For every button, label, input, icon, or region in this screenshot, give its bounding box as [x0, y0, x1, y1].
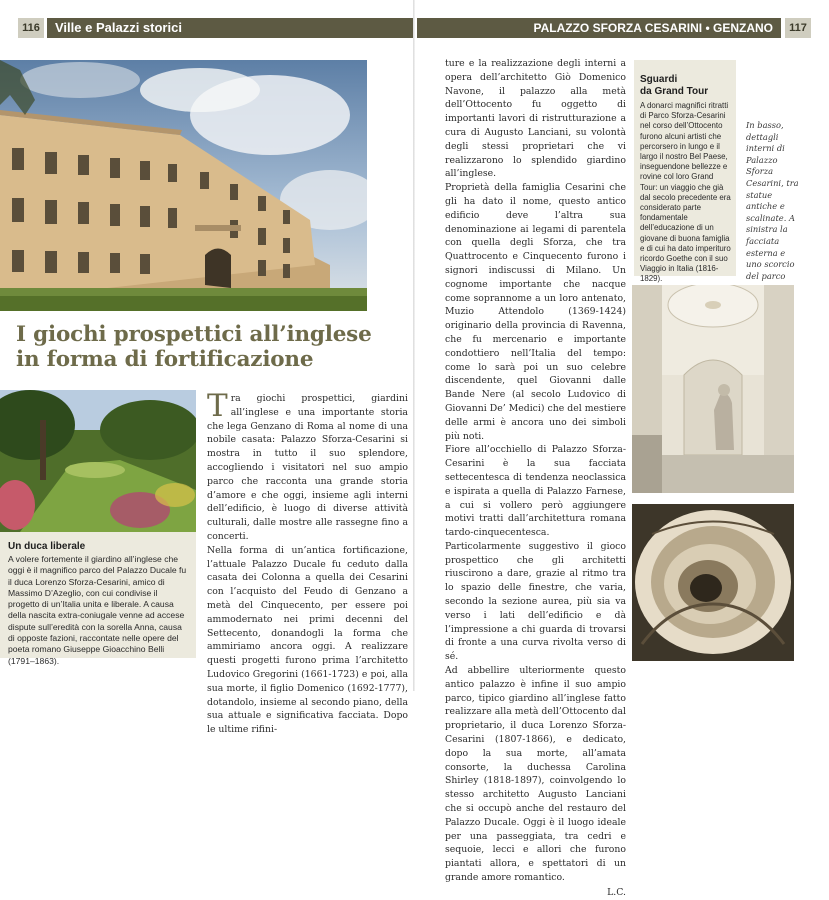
article-title-line-2: in forma di fortificazione [16, 347, 314, 372]
photo-caption: In basso, dettagli interni di Palazzo Sforza Cesarini, tra statue antiche e scalinate. A sinistra la facciata esterna e uno scorcio del parco [746, 120, 799, 281]
col2-paragraph-1: ture e la realizzazione degli interni a opera dell’architetto Giò Domenico Navone, il palazzo alla metà dell’Ottocento fu oggetto di importanti lavori di ristrutturazione a cura di Augusto Lanciani, su volontà degli stessi proprietari che vi realizzarono lo splendido giardino all’inglese. [445, 58, 626, 180]
col2-paragraph-4: Ad abbellire ulteriormente questo antico palazzo è infine il suo ampio parco, tipico giardino all’inglese fatto realizzare alla metà dell’Ottocento dal proprietario, il duca Lorenzo Sforza-Cesarini (1807-1866), e dedicato, dopo la sua morte, all’amata consorte, la duchessa Carolina Shirley (1818-1897), coinvolgendo lo stesso architetto Augusto Lanciani che si occupò anche del restauro del Palazzo Ducale. Oggi è il luogo ideale per una passeggiata, tra cedri e sequoie, lecci e allori che furono piantati allora, e spettatori di un grande amore romantico. [445, 665, 626, 884]
grand-tour-heading-line-1: Sguardi [640, 74, 678, 85]
article-column-2 [445, 57, 626, 900]
page-spine [413, 0, 415, 691]
col1-paragraph-2: Nella forma di un’antica fortificazione, l’attuale Palazzo Ducale fu ceduto dalla casata dei Colonna a quella dei Cesarini con l’acquisto del Feudo di Genzano a metà del Cinquecento, per essere poi ammodernato nei primi decenni del Settecento, donandogli la forma che ammiriamo ancora oggi. A realizzare questi progetti furono prima l’architetto Ludovico Gregorini (1661-1723) e poi, alla sua morte, il figlio Domenico (1692-1777), dotandolo, insieme al secondo piano, della sua attuale e significativa facciata. Dopo le ultime rifini- [207, 544, 408, 736]
sidebar-duca-heading: Un duca liberale [8, 541, 86, 552]
sidebar-grand-tour-heading [640, 74, 708, 98]
sidebar-duca-text: A volere fortemente il giardino all’inglese che oggi è il magnifico parco del Palazzo Ducale fu il duca Lorenzo Sforza-Cesarini, amico di Massimo D’Azeglio, con cui condivise il progetto di un’Italia unita e liberale. A causa della nascita extra-coniugale venne ad accese dispute sull’eredità con la sorella Anna, causa di opposte fazioni, raccontate nelle opere del poeta romano Giuseppe Gioacchino Belli (1791–1863). [8, 554, 187, 666]
drop-cap: T [207, 388, 228, 424]
author-signature: L.C. [607, 886, 626, 898]
grand-tour-heading-line-2: da Grand Tour [640, 86, 709, 97]
chapter-header: PALAZZO SFORZA CESARINI • GENZANO [417, 18, 781, 38]
article-column-1 [207, 388, 408, 737]
spiral-staircase-photo [632, 504, 794, 661]
page-number-right: 117 [785, 18, 811, 38]
section-header: Ville e Palazzi storici [47, 18, 413, 38]
sidebar-grand-tour-text: A donarci magnifici ritratti di Parco Sforza-Cesarini nel corso dell’Ottocento furono alcuni artisti che percorsero in lungo e il largo il nostro Bel Paese, inseguendone bellezze e rovine col loro Grand Tour: un viaggio che già dal secolo precedente era considerato parte fondamentale dell’educazione di un giovane di buona famiglia e di cui ha dato imperituro ricordo Goethe con il suo Viaggio in Italia (1816-1829). [640, 101, 731, 284]
col1-text-1: e una importante storia che lega Genzano di Roma al nome di una nobile casata: [207, 406, 408, 446]
article-title [16, 322, 411, 372]
col2-paragraph-2: Proprietà della famiglia Cesarini che gli ha dato il nome, questo antico edificio deve l’altra sua denominazione ai legami di parentela con quella degli Sforza, che tra Quattrocento e Cinquecento furono i signori indiscussi di Milano. Un cognome importante che nacque come soprannome a un loro antenato, Muzio Attendolo (1369-1424) originario della provincia di Ravenna, che fu mercenario e importante condottiero nell’Italia del tempo: come lo sarà poi un suo celebre discendente, quel Giovanni dalle Bande Nere (al secolo Ludovico di Giovanni De’ Medici) che del mestiere delle armi è ancora uno dei simboli più noti. [445, 182, 626, 442]
sidebar-grand-tour [634, 60, 736, 284]
interior-statue-photo [632, 285, 794, 493]
palace-facade-photo [0, 60, 367, 311]
col1-intro: ra giochi prospettici, giardini all’inglese [230, 393, 408, 418]
sidebar-un-duca-liberale [0, 532, 196, 666]
col2-paragraph-3: Fiore all’occhiello di Palazzo Sforza-Cesarini è la sua facciata settecentesca di tendenza neoclassica e ispirata a quella di Palazzo Farnese, a cui si vollero però aggiungere motivi tratti dall’architettura romana tardo-cinquecentesca. Particolarmente suggestivo il gioco prospettico che gli architetti riuscirono a dare, grazie al ritmo tra lo spazio delle finestre, che varia, secondo la sezione aurea, più sia va verso i lati dell’edificio e dà l’impressione a chi guarda di trovarsi di fronte a una curva rivolta verso di sé. [445, 444, 626, 663]
park-garden-photo [0, 390, 196, 532]
page-number-left: 116 [18, 18, 44, 38]
col1-text-2: Palazzo Sforza-Cesarini si mostra in tutto il suo splendore, accogliendo i visitatori nel suo ampio parco che racconta una grande storia d’amore e che oggi, insieme agli interni dell’edificio, è luogo di diverse attività culturali, dalle mostre alle rassegne fino a concerti. [207, 434, 408, 542]
article-title-line-1: I giochi prospettici all’inglese [16, 322, 372, 347]
